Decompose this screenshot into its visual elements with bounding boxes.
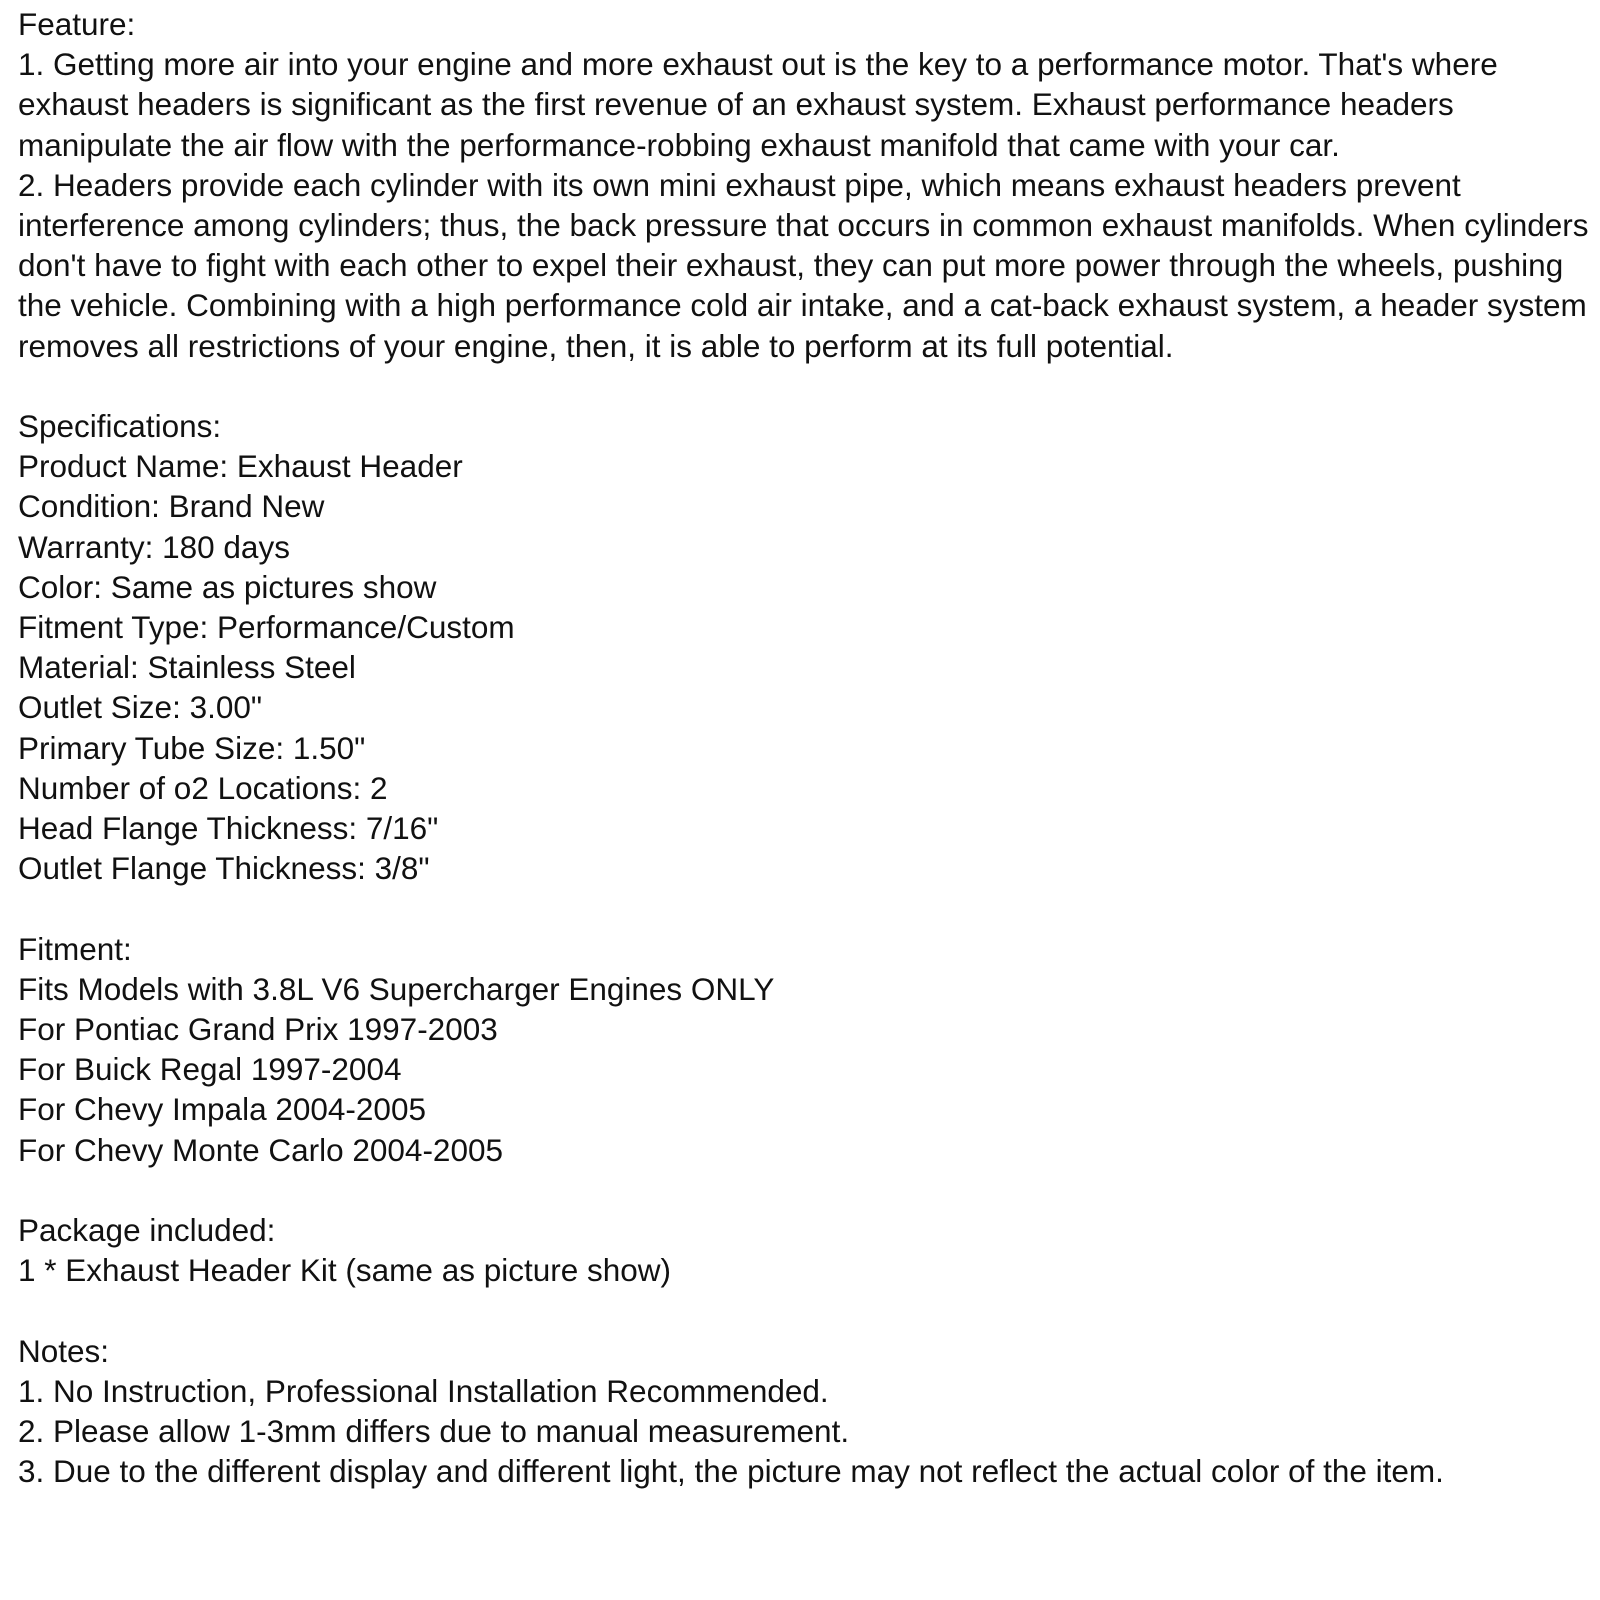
fitment-item: Fits Models with 3.8L V6 Supercharger Engines ONLY (18, 970, 775, 1007)
product-description (18, 4, 1593, 1491)
feature-item: 1. Getting more air into your engine and more exhaust out is the key to a performance motor. That's where exhaust headers is significant as the first revenue of an exhaust system. Exhaust performance headers manipulate the air flow with the performance-robbing exhaust manifold that came with your car. (18, 46, 1498, 163)
spec-item: Color: Same as pictures show (18, 568, 437, 605)
feature-heading: Feature: (18, 6, 136, 42)
spec-item: Number of o2 Locations: 2 (18, 769, 388, 806)
spacer (18, 1290, 1593, 1330)
spec-item: Condition: Brand New (18, 488, 325, 525)
spec-item: Material: Stainless Steel (18, 649, 356, 686)
feature-item: 2. Headers provide each cylinder with its own mini exhaust pipe, which means exhaust headers prevent interference among cylinders; thus, the back pressure that occurs in common exhaust manifolds. When cylinders don't have to fight with each other to expel their exhaust, they can put more power through the wheels, pushing the vehicle. Combining with a high performance cold air intake, and a cat-back exhaust system, a header system removes all restrictions of your engine, then, it is able to perform at its full potential. (18, 166, 1589, 364)
spec-item: Warranty: 180 days (18, 528, 290, 565)
note-item: 1. No Instruction, Professional Installation Recommended. (18, 1372, 829, 1409)
fitment-item: For Buick Regal 1997-2004 (18, 1051, 402, 1088)
spec-item: Outlet Flange Thickness: 3/8" (18, 850, 430, 887)
spec-item: Primary Tube Size: 1.50" (18, 729, 366, 766)
spec-item: Product Name: Exhaust Header (18, 448, 463, 485)
package-item: 1 * Exhaust Header Kit (same as picture show) (18, 1252, 672, 1289)
fitment-item: For Pontiac Grand Prix 1997-2003 (18, 1011, 498, 1048)
fitment-item: For Chevy Monte Carlo 2004-2005 (18, 1131, 504, 1168)
spec-item: Outlet Size: 3.00" (18, 689, 263, 726)
fitment-item: For Chevy Impala 2004-2005 (18, 1091, 426, 1128)
notes-heading: Notes: (18, 1332, 110, 1369)
spacer (18, 1170, 1593, 1210)
spec-item: Fitment Type: Performance/Custom (18, 609, 515, 646)
note-item: 3. Due to the different display and different light, the picture may not reflect the actual color of the item. (18, 1453, 1444, 1490)
spacer (18, 366, 1593, 406)
package-heading: Package included: (18, 1212, 276, 1249)
note-item: 2. Please allow 1-3mm differs due to manual measurement. (18, 1413, 850, 1450)
spacer (18, 888, 1593, 928)
fitment-heading: Fitment: (18, 930, 132, 967)
specifications-heading: Specifications: (18, 408, 222, 445)
spec-item: Head Flange Thickness: 7/16" (18, 810, 439, 847)
